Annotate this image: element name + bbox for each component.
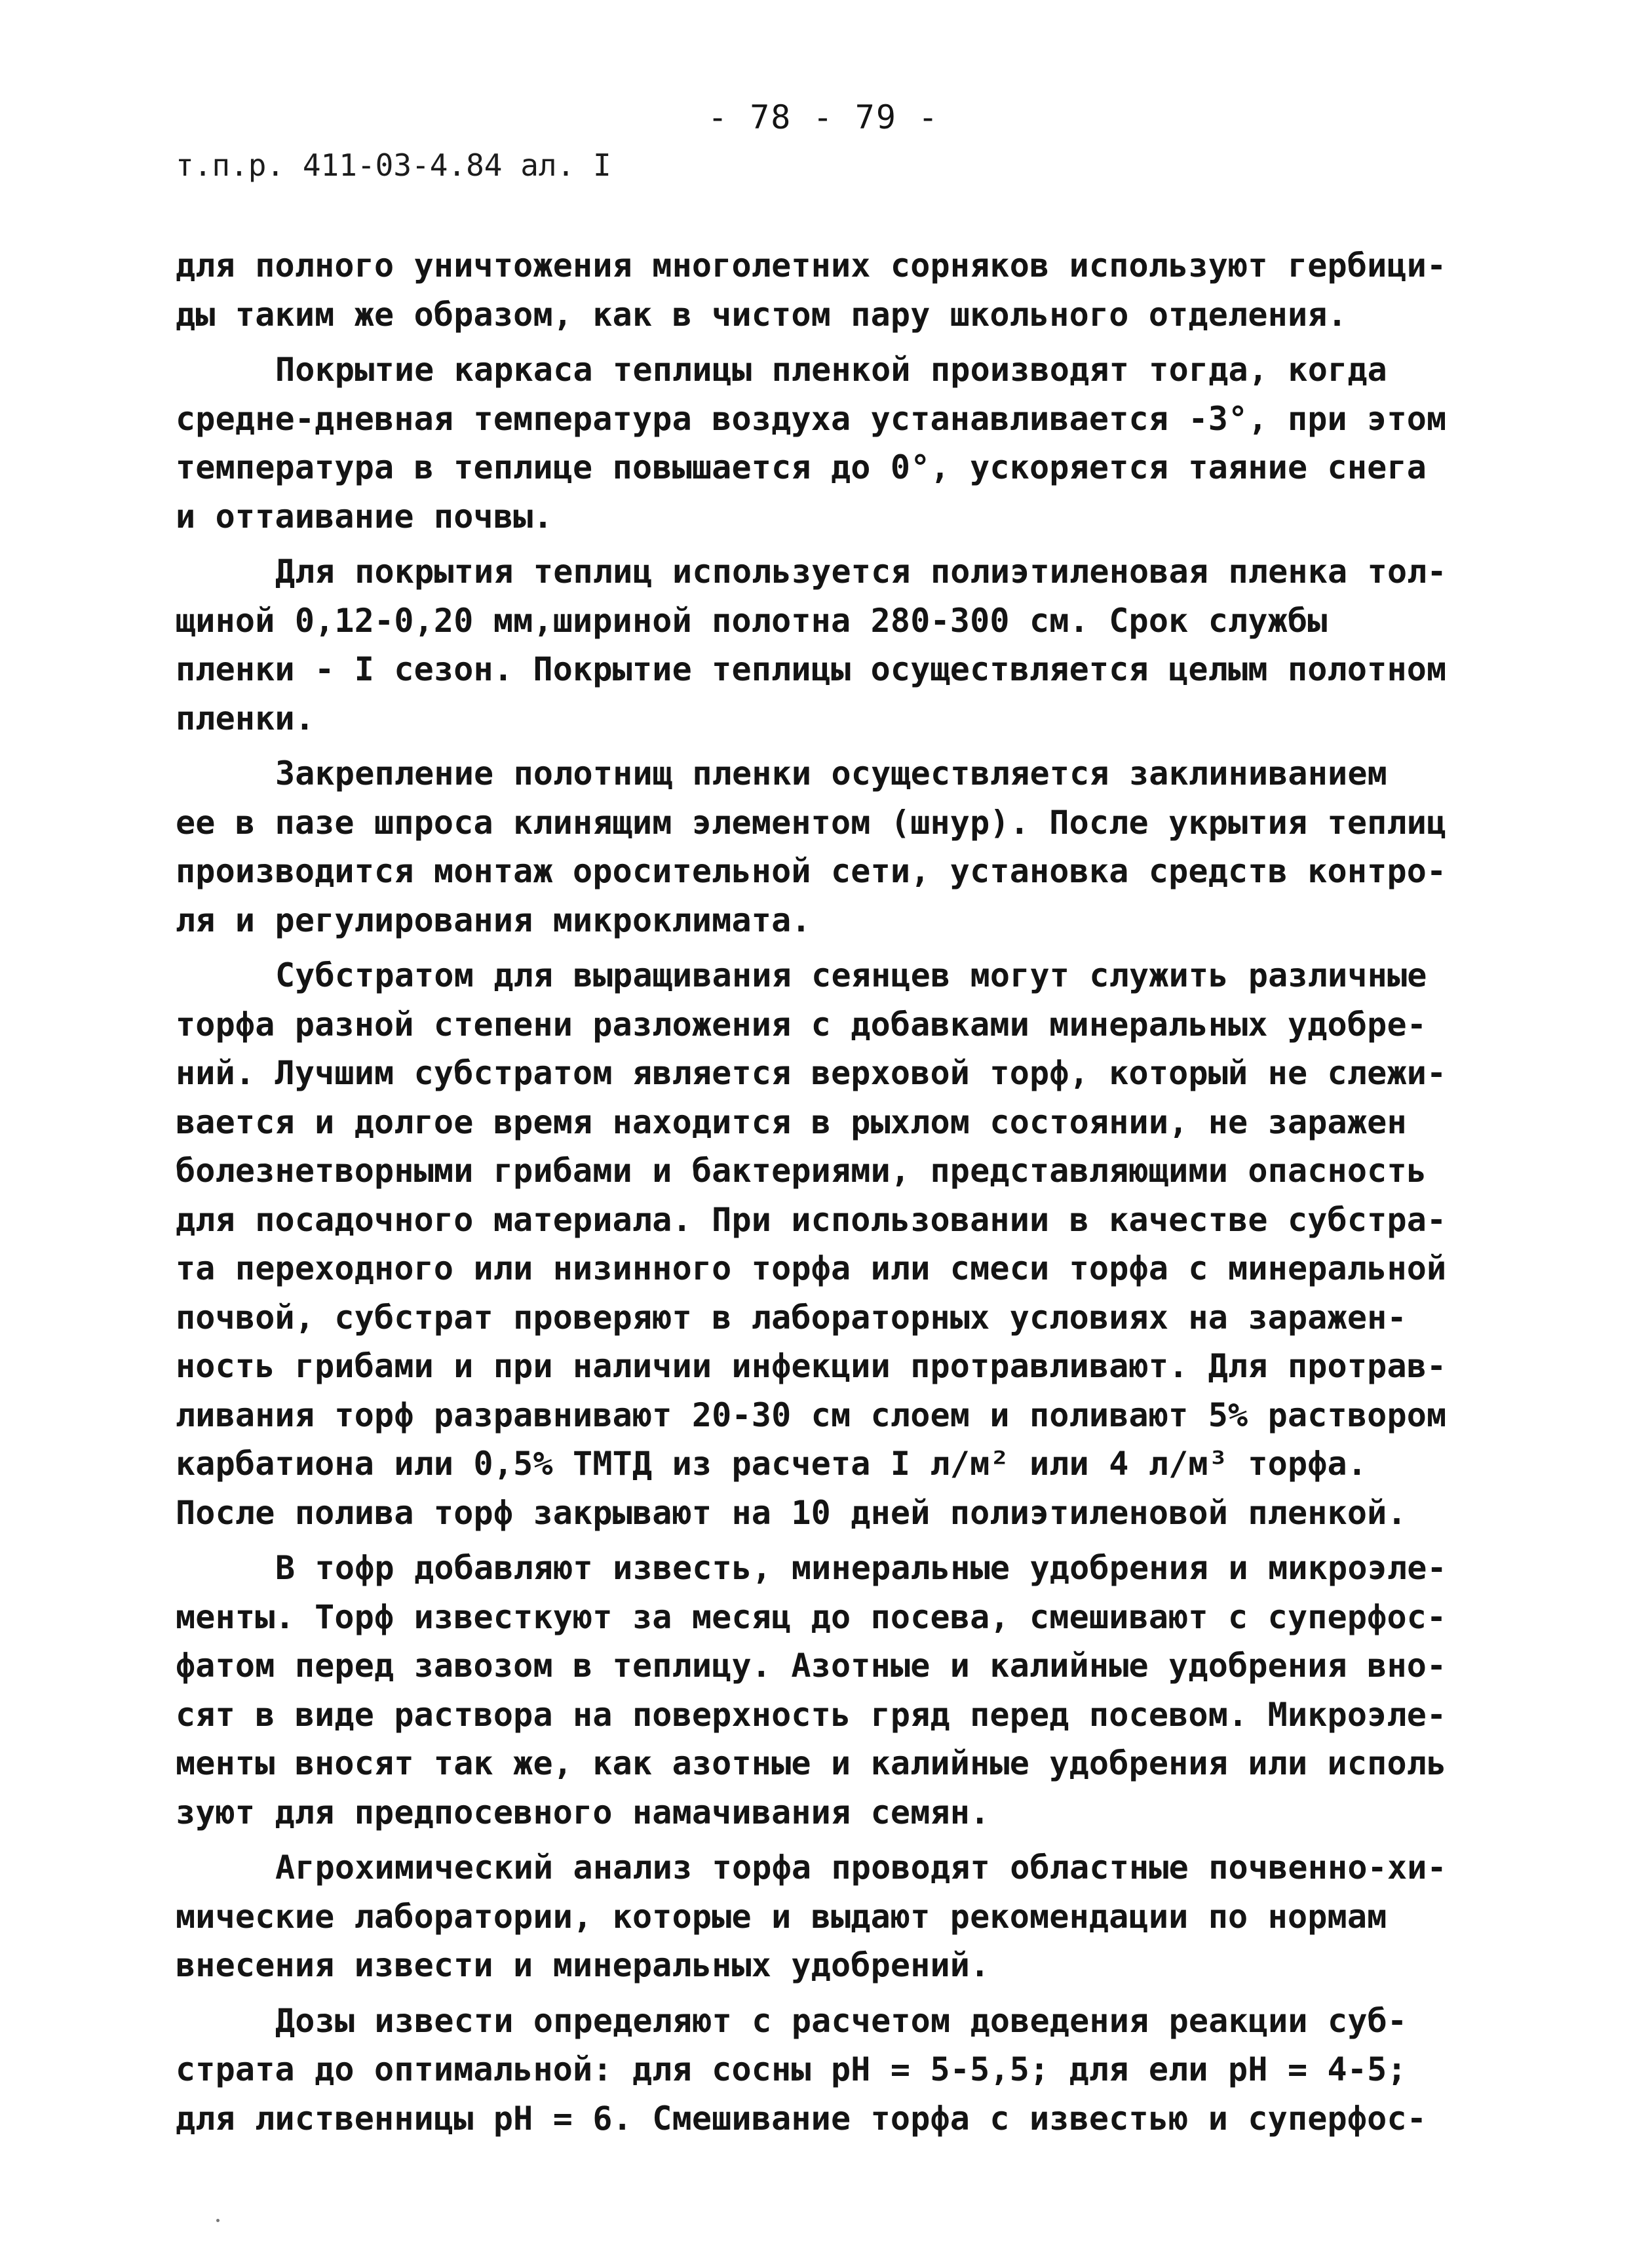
text-line: карбатиона или 0,5% ТМТД из расчета I л/м² или 4 л/м³ торфа. xyxy=(176,1445,1368,1483)
text-line: для посадочного материала. При использовании в качестве субстра- xyxy=(176,1200,1447,1239)
text-line: средне-дневная температура воздуха устанавливается -3°, при этом xyxy=(176,399,1447,438)
text-line: Закрепление полотнищ пленки осуществляется заклиниванием xyxy=(275,754,1387,792)
text-line: пленки - I сезон. Покрытие теплицы осуществляется целым полотном xyxy=(176,650,1447,688)
text-line: почвой, субстрат проверяют в лабораторных условиях на заражен- xyxy=(176,1298,1407,1337)
text-line: фатом перед завозом в теплицу. Азотные и калийные удобрения вно- xyxy=(176,1647,1447,1685)
text-line: ний. Лучшим субстратом является верховой торф, который не слежи- xyxy=(176,1054,1447,1092)
text-line: менты вносят так же, как азотные и калийные удобрения или исполь xyxy=(176,1744,1447,1782)
scan-speck xyxy=(216,2219,220,2222)
text-line: ее в пазе шпроса клинящим элементом (шнур). После укрытия теплиц xyxy=(176,803,1447,842)
paragraph xyxy=(176,749,1473,945)
text-line: Субстратом для выращивания сеянцев могут служить различные xyxy=(275,956,1427,994)
text-line: В тофр добавляют известь, минеральные удобрения и микроэле- xyxy=(275,1549,1447,1587)
text-line: мические лаборатории, которые и выдают рекомендации по нормам xyxy=(176,1897,1387,1936)
text-line: ля и регулирования микроклимата. xyxy=(176,901,811,939)
text-line: пленки. xyxy=(176,699,315,737)
page-number: - 78 - 79 - xyxy=(708,98,940,136)
text-line: температура в теплице повышается до 0°, ускоряется таяние снега xyxy=(176,448,1427,486)
paragraph xyxy=(176,241,1473,339)
paragraph-gap xyxy=(176,1537,1473,1544)
text-line: для полного уничтожения многолетних сорняков используют гербици- xyxy=(176,246,1447,284)
text-line: производится монтаж оросительной сети, установка средств контро- xyxy=(176,852,1447,890)
text-line: зуют для предпосевного намачивания семян. xyxy=(176,1793,990,1831)
text-line: внесения извести и минеральных удобрений. xyxy=(176,1946,990,1984)
body-text xyxy=(176,241,1473,2143)
text-line: ды таким же образом, как в чистом пару школьного отделения. xyxy=(176,295,1347,334)
text-line: болезнетворными грибами и бактериями, представляющими опасность xyxy=(176,1152,1427,1190)
paragraph-gap xyxy=(176,1837,1473,1843)
document-code: т.п.р. 411-03-4.84 ал. I xyxy=(176,147,611,183)
text-line: щиной 0,12-0,20 мм,шириной полотна 280-300 см. Срок службы xyxy=(176,601,1328,640)
text-line: менты. Торф известкуют за месяц до посева, смешивают с суперфос- xyxy=(176,1597,1447,1636)
text-line: Для покрытия теплиц используется полиэтиленовая пленка тол- xyxy=(275,553,1447,591)
text-line: сят в виде раствора на поверхность гряд перед посевом. Микроэле- xyxy=(176,1695,1447,1734)
text-line: торфа разной степени разложения с добавками минеральных удобре- xyxy=(176,1005,1427,1044)
text-line: та переходного или низинного торфа или смеси торфа с минеральной xyxy=(176,1249,1447,1287)
text-line: После полива торф закрывают на 10 дней полиэтиленовой пленкой. xyxy=(176,1493,1407,1532)
text-line: Дозы извести определяют с расчетом доведения реакции суб- xyxy=(275,2001,1408,2040)
text-line: Покрытие каркаса теплицы пленкой производят тогда, когда xyxy=(275,351,1387,389)
text-line: и оттаивание почвы. xyxy=(176,497,553,536)
paragraph xyxy=(176,345,1473,541)
text-line: страта до оптимальной: для сосны pH = 5-5,5; для ели pH = 4-5; xyxy=(176,2050,1407,2088)
paragraph xyxy=(176,1544,1473,1837)
paragraph-gap xyxy=(176,339,1473,345)
text-line: ность грибами и при наличии инфекции протравливают. Для протрав- xyxy=(176,1347,1447,1385)
paragraph-gap xyxy=(176,743,1473,749)
text-line: для лиственницы pH = 6. Смешивание торфа с известью и суперфос- xyxy=(176,2099,1427,2138)
paragraph-gap xyxy=(176,945,1473,951)
paragraph xyxy=(176,951,1473,1537)
text-line: ливания торф разравнивают 20-30 см слоем и поливают 5% раствором xyxy=(176,1396,1447,1434)
paragraph xyxy=(176,1843,1473,1990)
text-line: вается и долгое время находится в рыхлом состоянии, не заражен xyxy=(176,1103,1407,1141)
paragraph-gap xyxy=(176,541,1473,547)
text-line: Агрохимический анализ торфа проводят областные почвенно-хи- xyxy=(275,1848,1447,1887)
paragraph-gap xyxy=(176,1990,1473,1997)
paragraph xyxy=(176,1997,1473,2143)
paragraph xyxy=(176,547,1473,743)
